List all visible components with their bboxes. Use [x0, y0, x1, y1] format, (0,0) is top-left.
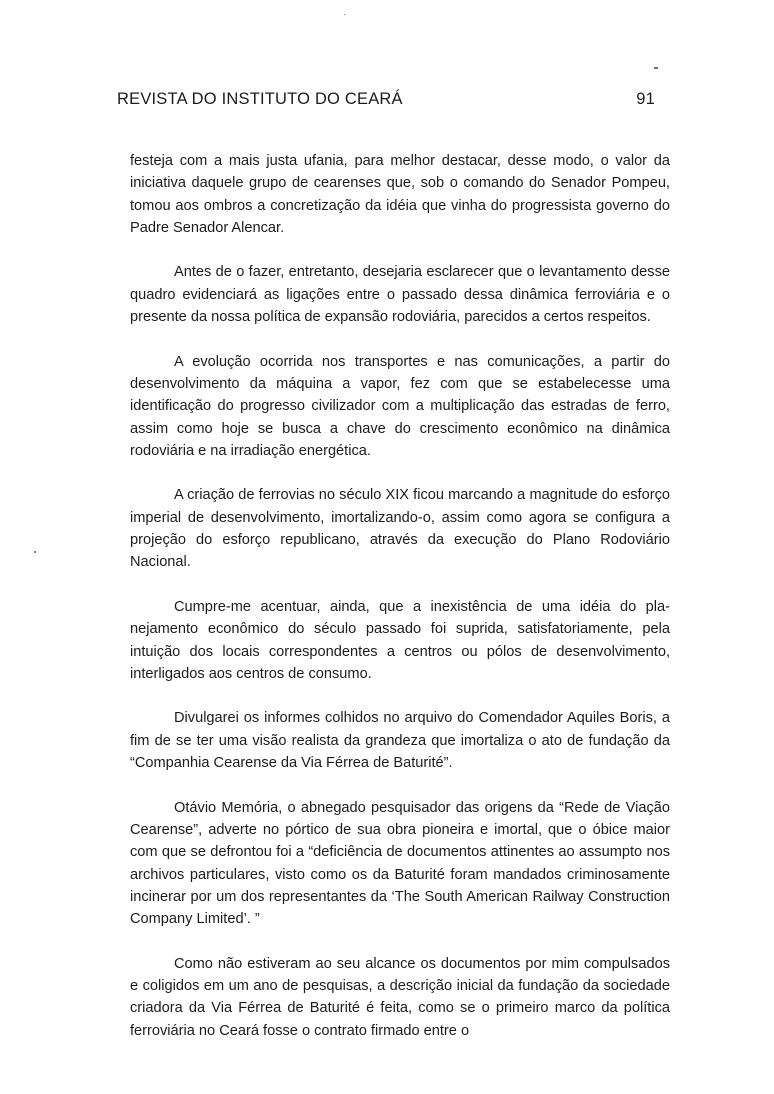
paragraph: Cumpre-me acentuar, ainda, que a inexistência de uma idéia do planejamento econômico do século passado foi suprida, satisfatoriamente, pela intuição dos locais correspondentes a centros ou pólos de desenvolvimento, interligados aos centros de consumo. [130, 598, 670, 682]
page-number: 91 [636, 90, 655, 108]
paragraph: Antes de o fazer, entretanto, desejaria esclarecer que o levantamento desse quadro evidenciará as ligações entre o passado dessa dinâmica ferroviária e o presente da nossa política de expansão rodoviária, parecidos a certos respeitos. [130, 264, 670, 326]
scan-speck [344, 14, 345, 15]
running-header [117, 90, 655, 112]
paragraph: Divulgarei os informes colhidos no arquivo do Comendador Aquiles Boris, a fim de se ter uma visão realista da grandeza que imortaliza o ato de fundação da “Companhia Cearense da Via Férrea de Baturité”. [130, 710, 670, 772]
paragraph: A evolução ocorrida nos transportes e nas comunicações, a partir do desenvolvimento da máquina a vapor, fez com que se estabelecesse uma identificação do progresso civilizador com a multiplicação das estradas de ferro, assim como hoje se busca a chave do crescimento econômico na dinâmica rodoviária e na irradiação energética. [130, 353, 670, 459]
scan-speck [34, 551, 36, 553]
paragraph: Como não estiveram ao seu alcance os documentos por mim compulsados e coligidos em um ano de pesquisas, a descrição inicial da fundação da sociedade criadora da Via Férrea de Baturité é feita, como se o primeiro marco da política ferroviária no Ceará fosse o contrato firmado entre o [130, 955, 670, 1039]
paragraph: Otávio Memória, o abnegado pesquisador das origens da “Rede de Viação Cearense”, adverte no pórtico de sua obra pioneira e imortal, que o óbice maior com que se defrontou foi a “deficiência de documentos attinentes ao assumpto nos archivos particulares, visto como os da Baturité foram mandados criminosamente incinerar por um dos representantes da ‘The South American Railway Construction Company Limited’. ” [130, 799, 670, 928]
paragraph: festeja com a mais justa ufania, para melhor destacar, desse modo, o valor da iniciativa daquele grupo de cearenses que, sob o comando do Senador Pompeu, tomou aos ombros a concretização da idéia que vinha do progressista governo do Padre Senador Alencar. [130, 153, 670, 236]
paragraph: A criação de ferrovias no século XIX ficou marcando a magnitude do esforço imperial de desenvolvimento, imortalizando-o, assim como agora se configura a projeção do esforço republicano, através da execução do Plano Rodoviário Nacional. [130, 487, 670, 571]
article-body [130, 150, 670, 1042]
journal-title: REVISTA DO INSTITUTO DO CEARÁ [117, 90, 403, 108]
scan-speck [654, 67, 658, 69]
